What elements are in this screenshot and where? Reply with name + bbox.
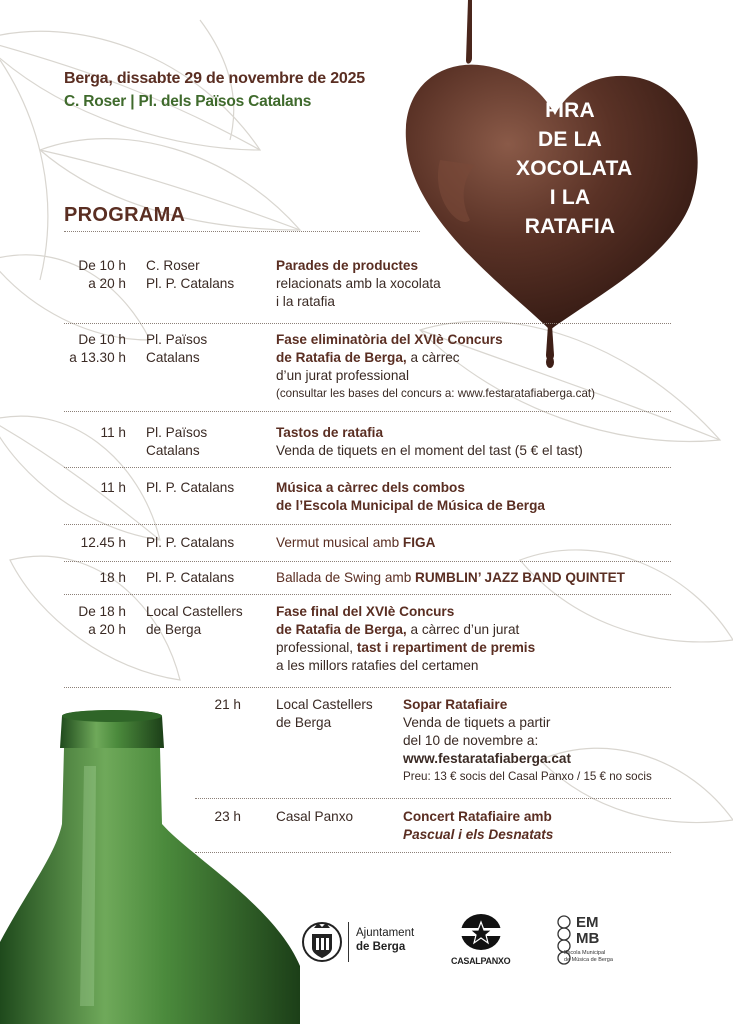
row6-time: 18 h [99,570,126,585]
row6-place: Pl. P. Catalans [146,570,235,585]
row8-description: Sopar Ratafiaire Venda de tiquets a partir del 10 de novembre a: www.festaratafiaberga.cat Preu: 13 € socis del Casal Panxo / 15 € no socis [403,696,703,786]
event-date: Berga, dissabte 29 de novembre de 2025 [64,70,365,87]
row2-place: Pl. Països Catalans [146,332,208,365]
ajuntament-logo-text: Ajuntament de Berga [356,927,415,953]
fair-title [516,96,633,241]
event-location: C. Roser | Pl. dels Països Catalans [64,93,312,110]
fair-title-line2: DE LA [538,128,602,151]
row3-time: 11 h [100,425,126,440]
emmb-logo-text: EM MB [576,914,600,947]
row8-time: 21 h [214,697,241,712]
row4-place: Pl. P. Catalans [146,480,235,495]
divider [64,524,671,525]
row4-time: 11 h [100,480,126,495]
row3-description: Tastos de ratafia Venda de tiquets en el moment del tast (5 € el tast) [276,425,583,458]
divider [64,687,671,688]
fair-title-line4: I LA [549,186,591,209]
fair-title-line1: FIRA [545,99,595,122]
fair-title-line5: RATAFIA [524,215,616,238]
green-bottle-image [0,706,300,1024]
ajuntament-berga-seal-icon [300,918,344,964]
row1-time: De 10 h a 20 h [78,258,126,291]
row5-place: Pl. P. Catalans [146,535,235,550]
event-header [64,70,365,111]
row2-description: Fase eliminatòria del XVIè Concurs de Ratafia de Berga, a càrrec d’un jurat professional (consultar les bases del concurs a: www.festaratafiaberga.cat) [276,332,595,400]
row6-description: Ballada de Swing amb RUMBLIN’ JAZZ BAND QUINTET [276,570,625,585]
divider [64,467,671,468]
divider [64,323,671,324]
program-title: PROGRAMA [64,204,186,226]
fair-title-line3: XOCOLATA [516,157,633,180]
row9-time: 23 h [214,809,241,824]
row5-description: Vermut musical amb FIGA [276,535,436,550]
website-link[interactable]: www.festaratafiaberga.cat [403,751,571,766]
row1-description: Parades de productes relacionats amb la xocolata i la ratafia [276,258,441,309]
row8-place: Local Castellers de Berga [276,697,373,730]
row9-description: Concert Ratafiaire amb Pascual i els Desnatats [403,809,554,842]
row5-time: 12.45 h [80,535,126,550]
divider [64,594,671,595]
row1-place: C. Roser Pl. P. Catalans [146,258,235,291]
row7-place: Local Castellers de Berga [146,604,243,637]
row7-time: De 18 h a 20 h [78,604,126,637]
row9-place: Casal Panxo [276,809,354,824]
divider [64,411,671,412]
casal-panxo-logo-icon [459,912,503,952]
divider [64,561,671,562]
casal-panxo-logo-text: CASALPANXO [451,956,511,966]
divider [64,231,420,232]
row2-time: De 10 h a 13.30 h [69,332,126,365]
ajuntament-divider [348,922,349,962]
emmb-logo-subtitle: Escola Municipal de Música de Berga [564,950,613,963]
row7-description: Fase final del XVIè Concurs de Ratafia de Berga, a càrrec d’un jurat professional, tast i repartiment de premis a les millors ratafies del certamen [276,604,536,673]
row3-place: Pl. Països Catalans [146,425,208,458]
row4-description: Música a càrrec dels combos de l’Escola Municipal de Música de Berga [276,480,545,513]
